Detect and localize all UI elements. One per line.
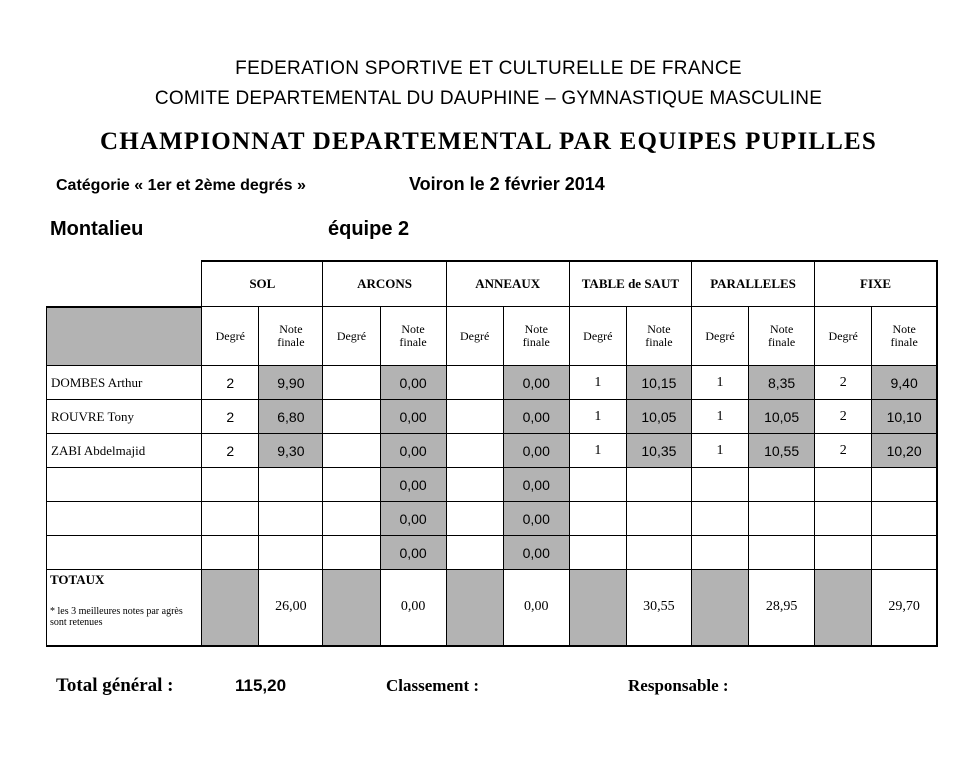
totals-label: TOTAUX	[50, 572, 105, 587]
degree-header: Degré	[446, 307, 503, 366]
total-general-value: 115,20	[235, 676, 287, 695]
note-cell	[626, 502, 691, 536]
degree-cell: 1	[691, 434, 748, 468]
note-cell: 8,35	[749, 366, 815, 400]
note-cell: 0,00	[380, 468, 446, 502]
degree-cell	[202, 502, 259, 536]
note-header: Note finale	[872, 307, 937, 366]
degree-cell: 1	[569, 400, 626, 434]
total-general-label: Total général :	[56, 675, 174, 696]
score-table	[46, 260, 938, 647]
degree-cell	[569, 502, 626, 536]
degree-cell	[323, 536, 380, 570]
degree-header: Degré	[691, 307, 748, 366]
totals-blank-cell	[815, 570, 872, 646]
note-cell	[749, 502, 815, 536]
degree-cell: 2	[815, 400, 872, 434]
totals-blank-cell	[446, 570, 503, 646]
degree-cell	[446, 366, 503, 400]
gymnast-row	[47, 366, 938, 400]
degree-cell	[202, 536, 259, 570]
note-cell: 9,30	[259, 434, 323, 468]
note-cell: 10,10	[872, 400, 937, 434]
total-anneaux: 0,00	[503, 570, 569, 646]
apparatus-header-table-de-saut: TABLE de SAUT	[569, 261, 691, 307]
note-cell: 0,00	[503, 434, 569, 468]
note-cell: 0,00	[380, 536, 446, 570]
degree-cell	[569, 536, 626, 570]
degree-cell	[691, 502, 748, 536]
degree-cell	[323, 468, 380, 502]
degree-cell	[446, 468, 503, 502]
note-cell: 0,00	[503, 502, 569, 536]
total-paralleles: 28,95	[749, 570, 815, 646]
degree-header: Degré	[569, 307, 626, 366]
degree-cell: 1	[691, 366, 748, 400]
note-cell: 6,80	[259, 400, 323, 434]
degree-cell	[815, 502, 872, 536]
note-cell	[872, 502, 937, 536]
note-cell	[259, 536, 323, 570]
note-cell: 0,00	[503, 536, 569, 570]
totals-blank-cell	[569, 570, 626, 646]
note-cell: 0,00	[380, 400, 446, 434]
note-header: Note finale	[503, 307, 569, 366]
gymnast-name	[47, 502, 202, 536]
note-cell	[259, 502, 323, 536]
note-cell: 0,00	[380, 502, 446, 536]
note-cell	[872, 468, 937, 502]
note-cell: 0,00	[380, 434, 446, 468]
note-cell: 10,05	[749, 400, 815, 434]
gymnast-rows	[47, 366, 938, 570]
apparatus-header-anneaux: ANNEAUX	[446, 261, 569, 307]
event-location-date: Voiron le 2 février 2014	[409, 174, 605, 194]
apparatus-header-fixe: FIXE	[815, 261, 937, 307]
note-cell: 10,15	[626, 366, 691, 400]
degree-cell: 2	[202, 366, 259, 400]
note-cell: 0,00	[503, 366, 569, 400]
note-cell: 10,20	[872, 434, 937, 468]
note-cell: 10,55	[749, 434, 815, 468]
note-cell	[259, 468, 323, 502]
note-cell: 0,00	[503, 400, 569, 434]
degree-header: Degré	[202, 307, 259, 366]
total-table-de-saut: 30,55	[626, 570, 691, 646]
apparatus-header-row	[47, 261, 938, 307]
degree-cell	[323, 434, 380, 468]
gymnast-row	[47, 434, 938, 468]
note-cell: 9,90	[259, 366, 323, 400]
committee-title: COMITE DEPARTEMENTAL DU DAUPHINE – GYMNASTIQUE MASCULINE	[154, 88, 823, 109]
apparatus-header-sol: SOL	[202, 261, 323, 307]
degree-cell	[323, 502, 380, 536]
ranking-label: Classement :	[386, 676, 480, 695]
totals-row	[47, 570, 938, 646]
degree-cell: 1	[691, 400, 748, 434]
note-header: Note finale	[626, 307, 691, 366]
team-name: équipe 2	[328, 218, 410, 240]
header-corner-cell	[47, 261, 202, 307]
degree-cell: 1	[569, 366, 626, 400]
gymnast-name	[47, 468, 202, 502]
gymnast-row	[47, 400, 938, 434]
responsible-label: Responsable :	[628, 676, 729, 695]
gymnast-row	[47, 468, 938, 502]
gymnast-name	[47, 536, 202, 570]
totals-blank-cell	[323, 570, 380, 646]
federation-title: FEDERATION SPORTIVE ET CULTURELLE DE FRANCE	[235, 58, 742, 79]
note-cell: 0,00	[380, 366, 446, 400]
gymnast-name: ROUVRE Tony	[47, 400, 202, 434]
apparatus-header-paralleles: PARALLELES	[691, 261, 814, 307]
degree-cell	[202, 468, 259, 502]
degree-cell	[569, 468, 626, 502]
note-cell: 9,40	[872, 366, 937, 400]
subheader-row	[47, 307, 938, 366]
degree-cell: 2	[815, 434, 872, 468]
degree-cell	[691, 536, 748, 570]
note-cell: 10,05	[626, 400, 691, 434]
degree-cell	[446, 536, 503, 570]
degree-cell	[691, 468, 748, 502]
degree-cell: 2	[815, 366, 872, 400]
gymnast-name: ZABI Abdelmajid	[47, 434, 202, 468]
subheader-name-cell	[47, 307, 202, 366]
degree-header: Degré	[815, 307, 872, 366]
degree-cell: 2	[202, 400, 259, 434]
totals-blank-cell	[202, 570, 259, 646]
degree-cell	[323, 400, 380, 434]
championship-title: CHAMPIONNAT DEPARTEMENTAL PAR EQUIPES PUPILLES	[99, 128, 878, 155]
degree-cell	[323, 366, 380, 400]
total-fixe: 29,70	[872, 570, 937, 646]
note-cell: 10,35	[626, 434, 691, 468]
note-cell: 0,00	[503, 468, 569, 502]
degree-cell	[815, 536, 872, 570]
note-header: Note finale	[259, 307, 323, 366]
note-cell	[749, 468, 815, 502]
degree-cell	[446, 400, 503, 434]
category-label: Catégorie « 1er et 2ème degrés »	[56, 177, 306, 194]
note-cell	[872, 536, 937, 570]
degree-cell: 2	[202, 434, 259, 468]
apparatus-header-arcons: ARCONS	[323, 261, 446, 307]
total-arcons: 0,00	[380, 570, 446, 646]
total-sol: 26,00	[259, 570, 323, 646]
note-cell	[626, 536, 691, 570]
note-cell	[626, 468, 691, 502]
note-header: Note finale	[749, 307, 815, 366]
club-name: Montalieu	[50, 218, 144, 240]
degree-cell: 1	[569, 434, 626, 468]
totals-blank-cell	[691, 570, 748, 646]
note-cell	[749, 536, 815, 570]
totals-label-cell	[47, 570, 202, 646]
totals-footnote: * les 3 meilleures notes par agrès sont retenues	[50, 606, 183, 628]
gymnast-row	[47, 502, 938, 536]
degree-cell	[446, 434, 503, 468]
note-header: Note finale	[380, 307, 446, 366]
degree-cell	[815, 468, 872, 502]
gymnast-name: DOMBES Arthur	[47, 366, 202, 400]
degree-cell	[446, 502, 503, 536]
degree-header: Degré	[323, 307, 380, 366]
gymnast-row	[47, 536, 938, 570]
